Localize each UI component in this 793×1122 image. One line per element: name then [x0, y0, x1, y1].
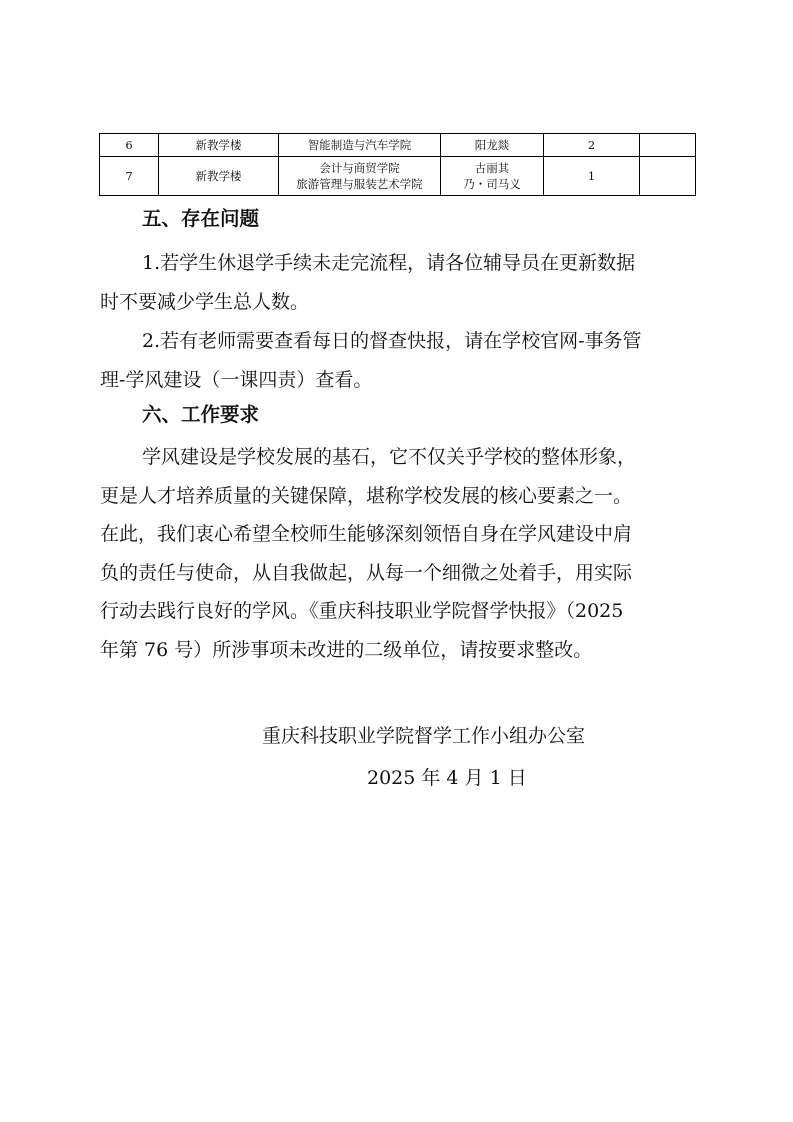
row-number: 6 — [100, 134, 159, 157]
paragraph-line: 2.若有老师需要查看每日的督查快报，请在学校官网-事务管 — [142, 330, 642, 352]
problem-item-2 — [100, 322, 696, 399]
count-cell: 2 — [544, 134, 640, 157]
paragraph-line: 学风建设是学校发展的基石，它不仅关乎学校的整体形象， — [142, 446, 637, 468]
person-line: 乃・司马义 — [463, 177, 521, 191]
inspection-table — [99, 133, 696, 196]
paragraph-line: 负的责任与使命，从自我做起，从每一个细微之处着手，用实际 — [100, 561, 633, 584]
college-line: 会计与商贸学院 — [319, 161, 400, 175]
section-heading-problems: 五、存在问题 — [142, 207, 260, 230]
section-heading-requirements: 六、工作要求 — [142, 403, 260, 426]
paragraph-line: 1.若学生休退学手续未走完流程，请各位辅导员在更新数据 — [142, 252, 636, 274]
note-cell — [640, 157, 696, 196]
college-line: 智能制造与汽车学院 — [307, 138, 412, 152]
college-line: 旅游管理与服装艺术学院 — [296, 177, 423, 191]
person-cell — [441, 157, 544, 196]
row-number: 7 — [100, 157, 159, 196]
signature-organization: 重庆科技职业学院督学工作小组办公室 — [262, 725, 586, 747]
table-row — [100, 134, 696, 157]
building-cell: 新教学楼 — [159, 134, 279, 157]
paragraph-line: 行动去践行良好的学风。《重庆科技职业学院督学快报》（2025 — [100, 600, 624, 622]
college-cell — [279, 157, 441, 196]
table-row — [100, 157, 696, 196]
note-cell — [640, 134, 696, 157]
building-cell: 新教学楼 — [159, 157, 279, 196]
paragraph-line: 时不要减少学生总人数。 — [100, 290, 310, 313]
paragraph-line: 理-学风建设（一课四责）查看。 — [100, 368, 373, 391]
paragraph-line: 年第 76 号）所涉事项未改进的二级单位，请按要求整改。 — [100, 638, 593, 661]
person-line: 阳龙燚 — [474, 138, 510, 152]
college-cell — [279, 134, 441, 157]
requirements-paragraph — [100, 438, 696, 669]
problem-item-1 — [100, 244, 696, 321]
paragraph-line: 更是人才培养质量的关键保障，堪称学校发展的核心要素之一。 — [100, 484, 633, 507]
signature-date: 2025 年 4 月 1 日 — [367, 767, 527, 789]
count-cell: 1 — [544, 157, 640, 196]
paragraph-line: 在此，我们衷心希望全校师生能够深刻领悟自身在学风建设中肩 — [100, 523, 633, 545]
person-cell — [441, 134, 544, 157]
person-line: 古丽其 — [474, 161, 510, 175]
